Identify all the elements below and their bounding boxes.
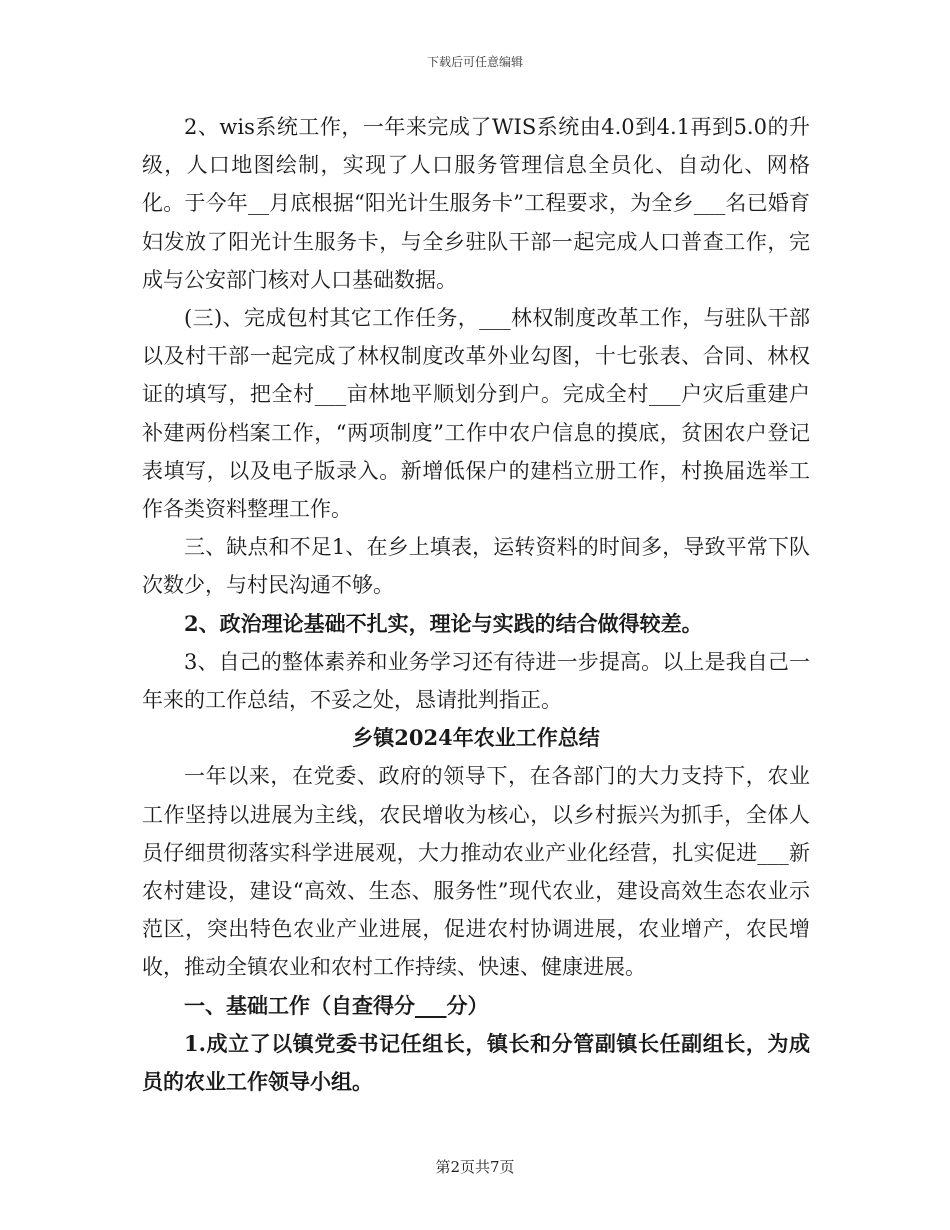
paragraph-shortcomings: 三、缺点和不足1、在乡上填表，运转资料的时间多，导致平常下队次数少，与村民沟通不够。	[142, 535, 810, 598]
paragraph-self-improvement: 3、自己的整体素养和业务学习还有待进一步提高。以上是我自己一年来的工作总结，不妥之处，恳请批判指正。	[142, 649, 810, 713]
page-header: 下载后可任意编辑	[426, 55, 523, 69]
paragraph-agriculture-intro: 一年以来，在党委、政府的领导下，在各部门的大力支持下，农业工作坚持以进展为主线，农民增收为核心，以乡村振兴为抓手，全体人员仔细贯彻落实科学进展观，大力推动农业产业化经营，扎实促进___新农村建设，建设“高效、生态、服务性”现代农业，建设高效生态农业示范区，突出特色农业产业进展，促进农村协调进展，农业增产，农民增收，推动全镇农业和农村工作持续、快速、健康进展。	[142, 764, 810, 980]
section-title: 乡镇2024年农业工作总结	[352, 725, 600, 751]
paragraph-village-tasks: (三)、完成包村其它工作任务，___林权制度改革工作，与驻队干部以及村干部一起完成了林权制度改革外业勾图，十七张表、合同、林权证的填写，把全村___亩林地平顺划分到户。完成全村___户灾后重建户补建两份档案工作，“两项制度”工作中农户信息的摸底，贫困农户登记表填写，以及电子版录入。新增低保户的建档立册工作，村换届选举工作各类资料整理工作。	[142, 306, 810, 522]
document-body	[142, 108, 810, 1101]
paragraph-leadership-group: 1.成立了以镇党委书记任组长，镇长和分管副镇长任副组长，为成员的农业工作领导小组。	[142, 1030, 810, 1095]
paragraph-wis-system: 2、wis系统工作，一年来完成了WIS系统由4.0到4.1再到5.0的升级，人口地图绘制，实现了人口服务管理信息全员化、自动化、网格化。于今年__月底根据“阳光计生服务卡”工程要求，为全乡___名已婚育妇发放了阳光计生服务卡，与全乡驻队干部一起完成人口普查工作，完成与公安部门核对人口基础数据。	[142, 115, 810, 292]
paragraph-political-theory: 2、政治理论基础不扎实，理论与实践的结合做得较差。	[184, 610, 703, 636]
page-number: 第2页共7页	[435, 1158, 515, 1176]
paragraph-basic-work-heading: 一、基础工作（自查得分___分）	[184, 992, 489, 1018]
